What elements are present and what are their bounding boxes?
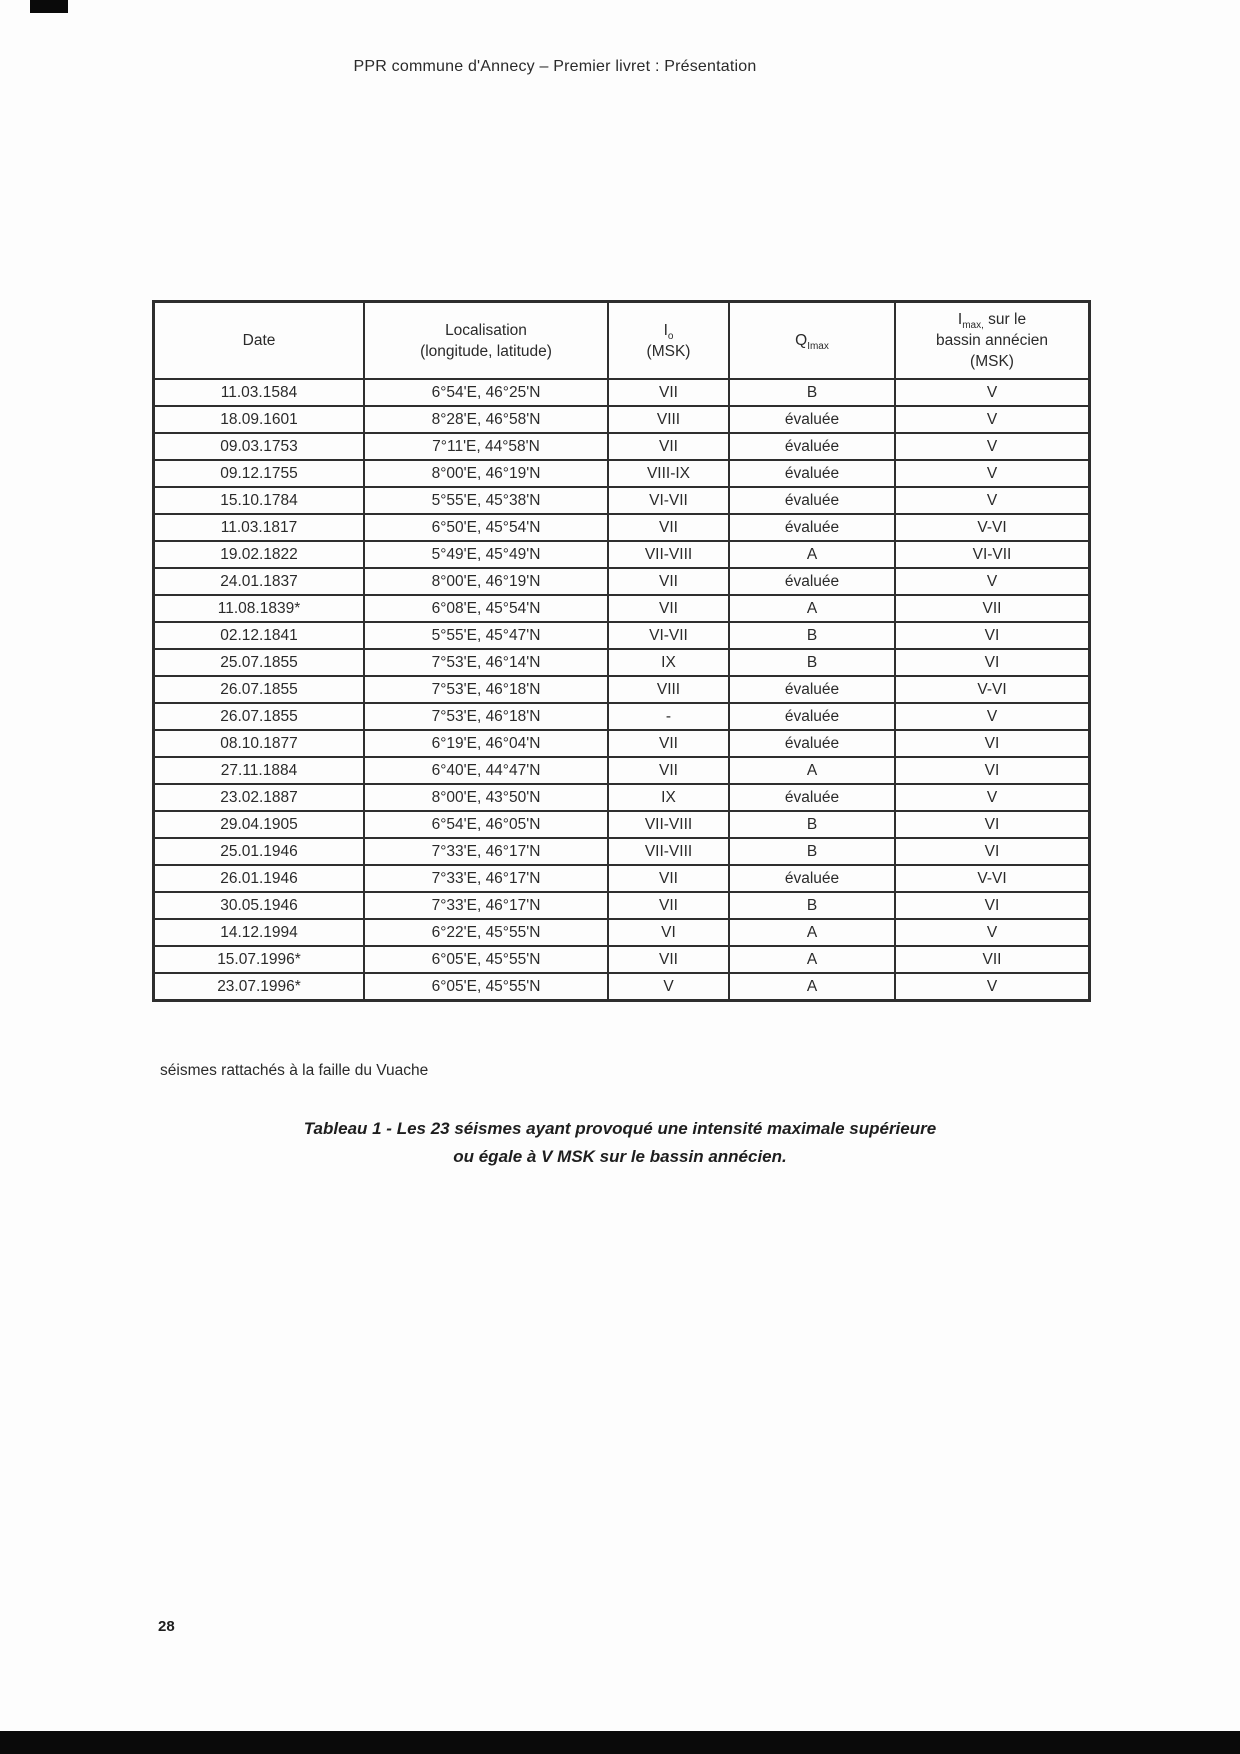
cell-imax: V — [895, 919, 1090, 946]
cell-i0: VII — [608, 757, 729, 784]
earthquake-table — [152, 300, 1091, 1002]
cell-imax: VII — [895, 595, 1090, 622]
cell-i0: VII — [608, 379, 729, 406]
cell-date: 30.05.1946 — [154, 892, 365, 919]
i0-symbol: I — [663, 321, 668, 339]
cell-q: évaluée — [729, 487, 895, 514]
cell-imax: V — [895, 460, 1090, 487]
cell-q: A — [729, 595, 895, 622]
table-header-row — [154, 302, 1090, 380]
cell-i0: VII — [608, 892, 729, 919]
cell-localisation: 7°33'E, 46°17'N — [364, 838, 608, 865]
cell-date: 25.01.1946 — [154, 838, 365, 865]
cell-q: A — [729, 919, 895, 946]
cell-imax: V — [895, 973, 1090, 1001]
table-row — [154, 595, 1090, 622]
cell-i0: VII — [608, 865, 729, 892]
cell-imax: VI — [895, 838, 1090, 865]
cell-q: B — [729, 892, 895, 919]
cell-q: B — [729, 838, 895, 865]
cell-q: évaluée — [729, 460, 895, 487]
cell-date: 11.03.1584 — [154, 379, 365, 406]
table-row — [154, 406, 1090, 433]
cell-imax: VII — [895, 946, 1090, 973]
localisation-line2: (longitude, latitude) — [420, 342, 552, 360]
cell-date: 15.10.1784 — [154, 487, 365, 514]
i0-unit: (MSK) — [646, 342, 691, 360]
cell-q: évaluée — [729, 676, 895, 703]
running-header: PPR commune d'Annecy – Premier livret : Présentation — [353, 58, 757, 75]
cell-i0: VIII-IX — [608, 460, 729, 487]
cell-imax: VI — [895, 757, 1090, 784]
caption-line1: Tableau 1 - Les 23 séismes ayant provoqué une intensité maximale supérieure — [303, 1119, 937, 1138]
cell-q: A — [729, 541, 895, 568]
cell-date: 26.07.1855 — [154, 703, 365, 730]
cell-imax: VI-VII — [895, 541, 1090, 568]
cell-imax: V — [895, 487, 1090, 514]
imax-subscript: max, — [962, 320, 984, 332]
table-row — [154, 568, 1090, 595]
cell-date: 08.10.1877 — [154, 730, 365, 757]
cell-q: évaluée — [729, 784, 895, 811]
cell-i0: VIII — [608, 406, 729, 433]
table-row — [154, 514, 1090, 541]
table-row — [154, 946, 1090, 973]
cell-i0: VII-VIII — [608, 541, 729, 568]
cell-i0: VIII — [608, 676, 729, 703]
cell-imax: V — [895, 703, 1090, 730]
cell-date: 29.04.1905 — [154, 811, 365, 838]
column-header-date-label: Date — [242, 332, 276, 349]
cell-localisation: 6°19'E, 46°04'N — [364, 730, 608, 757]
cell-localisation: 7°53'E, 46°18'N — [364, 703, 608, 730]
cell-i0: VI-VII — [608, 622, 729, 649]
cell-i0: VII — [608, 433, 729, 460]
cell-q: évaluée — [729, 568, 895, 595]
cell-q: évaluée — [729, 514, 895, 541]
cell-q: évaluée — [729, 433, 895, 460]
table-row — [154, 460, 1090, 487]
imax-line3: (MSK) — [970, 353, 1014, 370]
cell-date: 27.11.1884 — [154, 757, 365, 784]
cell-localisation: 7°33'E, 46°17'N — [364, 892, 608, 919]
cell-i0: VII-VIII — [608, 838, 729, 865]
cell-q: B — [729, 811, 895, 838]
table-caption — [0, 1115, 1240, 1171]
cell-localisation: 8°00'E, 46°19'N — [364, 568, 608, 595]
cell-i0: VII — [608, 595, 729, 622]
cell-date: 26.07.1855 — [154, 676, 365, 703]
scan-artifact-bottom-bar — [0, 1731, 1240, 1754]
cell-q: B — [729, 379, 895, 406]
cell-q: évaluée — [729, 730, 895, 757]
cell-localisation: 6°54'E, 46°05'N — [364, 811, 608, 838]
table-row — [154, 622, 1090, 649]
table-row — [154, 784, 1090, 811]
cell-localisation: 7°53'E, 46°14'N — [364, 649, 608, 676]
table-row — [154, 676, 1090, 703]
cell-i0: V — [608, 973, 729, 1001]
table-row — [154, 973, 1090, 1001]
cell-q: B — [729, 649, 895, 676]
caption-line2: ou égale à V MSK sur le bassin annécien. — [453, 1147, 787, 1166]
cell-date: 23.07.1996* — [154, 973, 365, 1001]
cell-date: 09.03.1753 — [154, 433, 365, 460]
cell-localisation: 6°50'E, 45°54'N — [364, 514, 608, 541]
cell-imax: VI — [895, 892, 1090, 919]
page-number: 28 — [158, 1618, 175, 1635]
cell-i0: VII — [608, 730, 729, 757]
imax-symbol: I — [957, 311, 963, 328]
cell-i0: VI — [608, 919, 729, 946]
cell-i0: VI-VII — [608, 487, 729, 514]
table-row — [154, 838, 1090, 865]
cell-imax: V — [895, 433, 1090, 460]
cell-date: 23.02.1887 — [154, 784, 365, 811]
cell-date: 11.03.1817 — [154, 514, 365, 541]
table-body — [154, 379, 1090, 1001]
column-header-localisation — [364, 302, 608, 380]
cell-date: 26.01.1946 — [154, 865, 365, 892]
table-row — [154, 433, 1090, 460]
cell-date: 15.07.1996* — [154, 946, 365, 973]
cell-localisation: 5°55'E, 45°47'N — [364, 622, 608, 649]
cell-localisation: 5°49'E, 45°49'N — [364, 541, 608, 568]
table-row — [154, 541, 1090, 568]
cell-date: 18.09.1601 — [154, 406, 365, 433]
table-footnote: séismes rattachés à la faille du Vuache — [160, 1062, 429, 1079]
q-subscript: Imax — [807, 341, 829, 353]
cell-q: évaluée — [729, 865, 895, 892]
table-row — [154, 757, 1090, 784]
cell-i0: IX — [608, 784, 729, 811]
cell-imax: V — [895, 406, 1090, 433]
table-row — [154, 730, 1090, 757]
cell-localisation: 7°11'E, 44°58'N — [364, 433, 608, 460]
cell-localisation: 7°33'E, 46°17'N — [364, 865, 608, 892]
table-row — [154, 919, 1090, 946]
cell-i0: VII — [608, 946, 729, 973]
imax-line2: bassin annécien — [935, 332, 1049, 349]
cell-localisation: 8°28'E, 46°58'N — [364, 406, 608, 433]
localisation-line1: Localisation — [445, 321, 527, 339]
cell-localisation: 6°40'E, 44°47'N — [364, 757, 608, 784]
cell-localisation: 6°22'E, 45°55'N — [364, 919, 608, 946]
cell-date: 24.01.1837 — [154, 568, 365, 595]
column-header-imax — [895, 302, 1090, 380]
cell-date: 11.08.1839* — [154, 595, 365, 622]
cell-i0: - — [608, 703, 729, 730]
cell-imax: V-VI — [895, 676, 1090, 703]
table-row — [154, 487, 1090, 514]
cell-localisation: 5°55'E, 45°38'N — [364, 487, 608, 514]
table-row — [154, 379, 1090, 406]
cell-date: 19.02.1822 — [154, 541, 365, 568]
column-header-date — [154, 302, 365, 380]
cell-localisation: 6°54'E, 46°25'N — [364, 379, 608, 406]
cell-localisation: 7°53'E, 46°18'N — [364, 676, 608, 703]
cell-localisation: 6°08'E, 45°54'N — [364, 595, 608, 622]
scan-artifact-topleft — [30, 0, 68, 13]
cell-i0: IX — [608, 649, 729, 676]
table-row — [154, 649, 1090, 676]
table-row — [154, 811, 1090, 838]
cell-date: 02.12.1841 — [154, 622, 365, 649]
cell-q: évaluée — [729, 703, 895, 730]
cell-q: évaluée — [729, 406, 895, 433]
cell-localisation: 6°05'E, 45°55'N — [364, 946, 608, 973]
cell-i0: VII — [608, 514, 729, 541]
cell-imax: VI — [895, 811, 1090, 838]
cell-q: A — [729, 757, 895, 784]
cell-imax: VI — [895, 622, 1090, 649]
i0-subscript: o — [667, 330, 674, 342]
table-header — [154, 302, 1090, 380]
table-row — [154, 703, 1090, 730]
cell-i0: VII-VIII — [608, 811, 729, 838]
cell-localisation: 6°05'E, 45°55'N — [364, 973, 608, 1001]
imax-rest: sur le — [983, 311, 1027, 328]
cell-date: 25.07.1855 — [154, 649, 365, 676]
cell-imax: V — [895, 784, 1090, 811]
cell-imax: VI — [895, 730, 1090, 757]
cell-date: 14.12.1994 — [154, 919, 365, 946]
cell-localisation: 8°00'E, 46°19'N — [364, 460, 608, 487]
q-symbol: Q — [795, 332, 808, 349]
cell-date: 09.12.1755 — [154, 460, 365, 487]
column-header-i0 — [608, 302, 729, 380]
cell-imax: VI — [895, 649, 1090, 676]
cell-imax: V — [895, 379, 1090, 406]
cell-localisation: 8°00'E, 43°50'N — [364, 784, 608, 811]
cell-q: B — [729, 622, 895, 649]
cell-imax: V — [895, 568, 1090, 595]
column-header-q — [729, 302, 895, 380]
table-row — [154, 865, 1090, 892]
cell-i0: VII — [608, 568, 729, 595]
cell-imax: V-VI — [895, 514, 1090, 541]
cell-q: A — [729, 946, 895, 973]
cell-imax: V-VI — [895, 865, 1090, 892]
table-row — [154, 892, 1090, 919]
cell-q: A — [729, 973, 895, 1001]
